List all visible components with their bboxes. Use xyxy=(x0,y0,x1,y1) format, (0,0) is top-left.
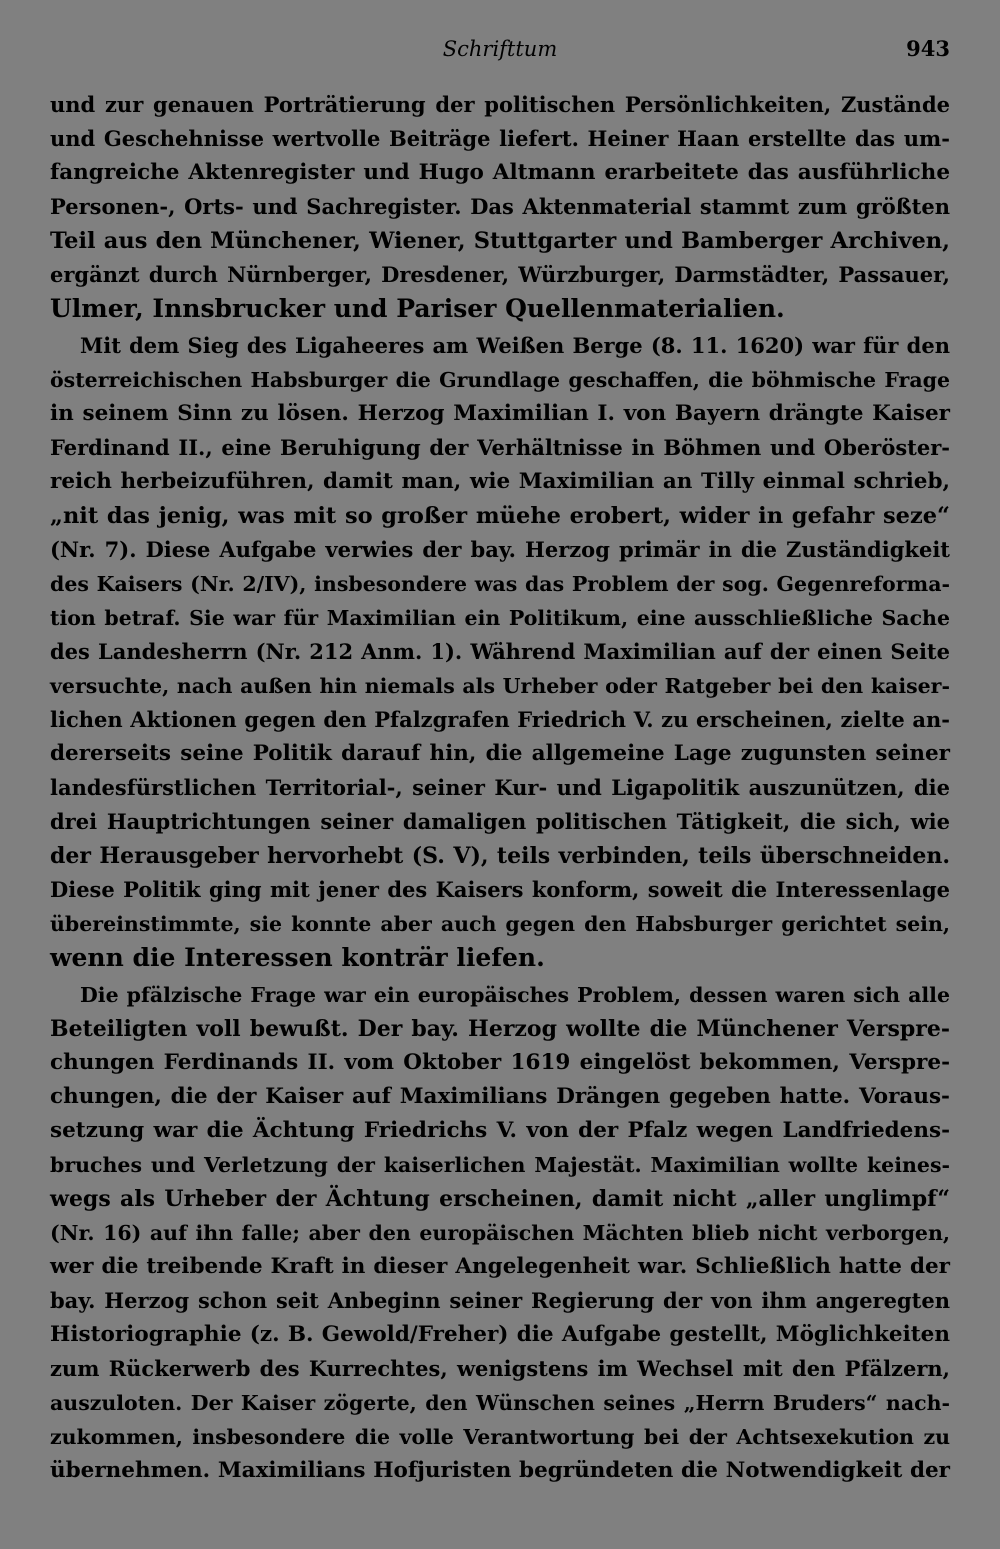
text-line: drei Hauptrichtungen seiner damaligen politischen Tätigkeit, die sich, wie xyxy=(50,809,950,834)
text-line: bruches und Verletzung der kaiserlichen Majestät. Maximilian wollte keines- xyxy=(50,1153,950,1177)
text-line: Personen-, Orts- und Sachregister. Das Aktenmaterial stammt zum größten xyxy=(50,194,950,219)
running-head xyxy=(50,34,950,64)
text-line: chungen Ferdinands II. vom Oktober 1619 eingelöst bekommen, Verspre- xyxy=(50,1050,950,1075)
text-line: Teil aus den Münchener, Wiener, Stuttgarter und Bamberger Archiven, xyxy=(50,228,950,254)
text-line: Ferdinand II., eine Beruhigung der Verhältnisse in Böhmen und Oberöster- xyxy=(50,435,950,460)
text-line: übereinstimmte, sie konnte aber auch gegen den Habsburger gerichtet sein, xyxy=(50,912,950,936)
text-line: zum Rückerwerb des Kurrechtes, wenigstens im Wechsel mit den Pfälzern, xyxy=(50,1356,950,1381)
text-line: Ulmer, Innsbrucker und Pariser Quellenmaterialien. xyxy=(50,294,785,323)
text-line: bay. Herzog schon seit Anbeginn seiner Regierung der von ihm angeregten xyxy=(50,1288,950,1313)
text-line: Mit dem Sieg des Ligaheeres am Weißen Berge (8. 11. 1620) war für den xyxy=(80,333,950,358)
text-line: übernehmen. Maximilians Hofjuristen begründeten die Notwendigkeit der xyxy=(50,1458,950,1483)
text-line: setzung war die Ächtung Friedrichs V. von der Pfalz wegen Landfriedens- xyxy=(50,1118,950,1143)
text-line: (Nr. 16) auf ihn falle; aber den europäischen Mächten blieb nicht verborgen, xyxy=(50,1221,950,1245)
page-number: 943 xyxy=(906,36,950,61)
text-line: zukommen, insbesondere die volle Verantwortung bei der Achtsexekution zu xyxy=(50,1425,950,1449)
text-line: Historiographie (z. B. Gewold/Freher) die Aufgabe gestellt, Möglichkeiten xyxy=(50,1322,950,1347)
text-line: der Herausgeber hervorhebt (S. V), teils verbinden, teils überschneiden. xyxy=(50,843,950,869)
body-text xyxy=(50,88,950,1488)
text-line: Die pfälzische Frage war ein europäisches Problem, dessen waren sich alle xyxy=(80,983,950,1007)
text-line: reich herbeizuführen, damit man, wie Maximilian an Tilly einmal schrieb, xyxy=(50,469,950,494)
text-line: österreichischen Habsburger die Grundlage geschaffen, die böhmische Frage xyxy=(50,368,950,392)
paragraph xyxy=(50,329,950,975)
text-line: dererseits seine Politik darauf hin, die allgemeine Lage zugunsten seiner xyxy=(50,741,950,766)
text-line: tion betraf. Sie war für Maximilian ein Politikum, eine ausschließliche Sache xyxy=(50,606,950,630)
text-line: wer die treibende Kraft in dieser Angelegenheit war. Schließlich hatte der xyxy=(50,1254,950,1279)
text-line: chungen, die der Kaiser auf Maximilians Drängen gegeben hatte. Voraus- xyxy=(50,1084,950,1109)
text-line: Diese Politik ging mit jener des Kaisers konform, soweit die Interessenlage xyxy=(50,877,950,902)
paragraph xyxy=(50,978,950,1488)
text-line: lichen Aktionen gegen den Pfalzgrafen Friedrich V. zu erscheinen, zielte an- xyxy=(50,707,950,732)
text-line: landesfürstlichen Territorial-, seiner Kur- und Ligapolitik auszunützen, die xyxy=(50,775,950,800)
text-line: und zur genauen Porträtierung der politischen Persönlichkeiten, Zustände xyxy=(50,92,950,117)
text-line: auszuloten. Der Kaiser zögerte, den Wünschen seines „Herrn Bruders“ nach- xyxy=(50,1391,950,1415)
text-line: (Nr. 7). Diese Aufgabe verwies der bay. Herzog primär in die Zuständigkeit xyxy=(50,537,950,562)
text-line: wenn die Interessen konträr liefen. xyxy=(50,943,545,972)
text-line: „nit das jenig, was mit so großer müehe erobert, wider in gefahr seze“ xyxy=(50,503,950,529)
text-line: Beteiligten voll bewußt. Der bay. Herzog wollte die Münchener Verspre- xyxy=(50,1016,950,1042)
text-line: des Landesherrn (Nr. 212 Anm. 1). Während Maximilian auf der einen Seite xyxy=(50,639,950,664)
text-line: ergänzt durch Nürnberger, Dresdener, Würzburger, Darmstädter, Passauer, xyxy=(50,262,950,287)
running-title: Schrifttum xyxy=(442,37,558,61)
text-line: wegs als Urheber der Ächtung erscheinen, damit nicht „aller unglimpf“ xyxy=(50,1186,950,1212)
paragraph xyxy=(50,88,950,326)
text-line: in seinem Sinn zu lösen. Herzog Maximilian I. von Bayern drängte Kaiser xyxy=(50,401,950,426)
text-line: des Kaisers (Nr. 2/IV), insbesondere was das Problem der sog. Gegenreforma- xyxy=(50,572,950,596)
text-line: fangreiche Aktenregister und Hugo Altmann erarbeitete das ausführliche xyxy=(50,160,950,185)
text-line: und Geschehnisse wertvolle Beiträge liefert. Heiner Haan erstellte das um- xyxy=(50,126,950,151)
text-line: versuchte, nach außen hin niemals als Urheber oder Ratgeber bei den kaiser- xyxy=(50,674,950,698)
